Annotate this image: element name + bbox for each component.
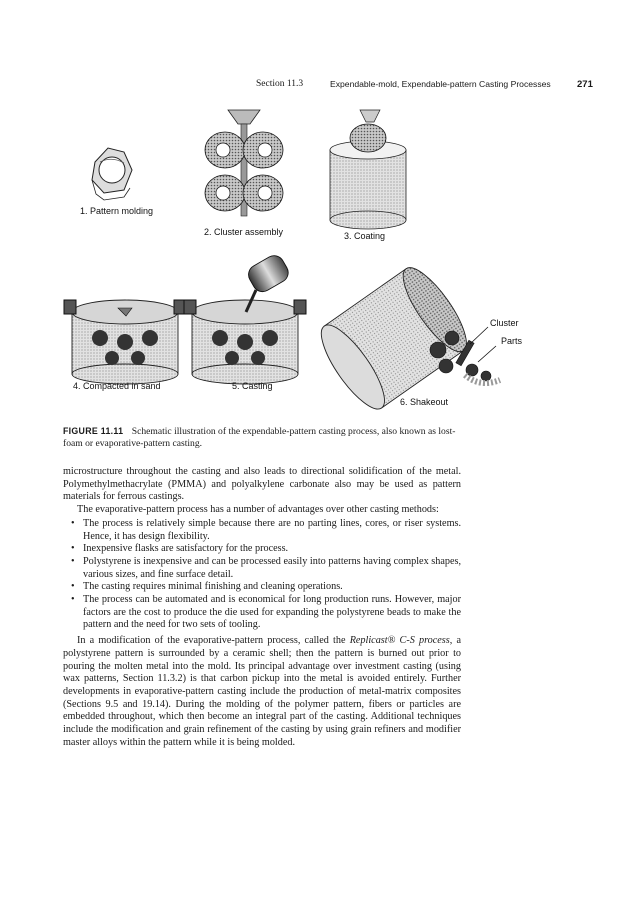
paragraph: microstructure throughout the casting and also leads to directional solidification of the metal. Polymethylmethacrylate (PMMA) and polyalkylene carbonate also may be used as pattern materials for ferrous castings. bbox=[63, 466, 461, 503]
figure-caption bbox=[63, 425, 463, 450]
advantages-list bbox=[63, 518, 461, 632]
label-shakeout: 6. Shakeout bbox=[400, 397, 449, 407]
coating-vat-drawing bbox=[330, 110, 406, 229]
cluster-assembly-drawing bbox=[205, 110, 283, 216]
process-illustration bbox=[60, 100, 560, 420]
process-figure bbox=[60, 100, 560, 420]
paragraph bbox=[63, 635, 461, 749]
figure-number: FIGURE 11.11 bbox=[63, 426, 124, 436]
label-pattern-molding: 1. Pattern molding bbox=[80, 206, 154, 216]
paragraph: The evaporative-pattern process has a number of advantages over other casting methods: bbox=[77, 504, 439, 516]
caption-text: Schematic illustration of the expendable-pattern casting process, also known as lost-foam or evaporative-pattern casting. bbox=[63, 426, 456, 450]
body-text bbox=[63, 466, 461, 749]
label-cluster-assembly: 2. Cluster assembly bbox=[204, 227, 284, 237]
page-number: 271 bbox=[577, 79, 593, 90]
pattern-mold-drawing bbox=[92, 148, 132, 200]
list-item: • The casting requires minimal finishing and cleaning operations. bbox=[63, 581, 461, 594]
label-parts: Parts bbox=[501, 336, 523, 346]
casting-drawing bbox=[184, 252, 306, 384]
sand-flask-drawing bbox=[64, 300, 186, 384]
running-header bbox=[0, 79, 636, 93]
paragraph-rest: , a polystyrene pattern is surrounded by a ceramic shell; then the pattern is burned out prior to pouring the molten metal into the mold. Its principal advantage over investment casting (using wax patterns, Section 11.3.2) is that carbon pickup into the metal is avoided entirely. Further developments in evaporative-pattern casting include the production of metal-matrix composites (Sections 9.5 and 19.14). During the molding of the polymer pattern, fibers or particles are embedded throughout, which then become an integral part of the casting. Additional techniques include the modification and grain refinement of the casting by using grain refiners and modifier master alloys within the pattern while it is being molded. bbox=[63, 635, 461, 748]
label-coating: 3. Coating bbox=[344, 231, 386, 241]
list-item: • The process is relatively simple because there are no parting lines, cores, or riser systems. Hence, it has design flexibility. bbox=[63, 518, 461, 543]
replicast-term: Replicast® C-S process bbox=[349, 635, 450, 647]
label-casting: 5. Casting bbox=[232, 381, 273, 391]
list-item: • The process can be automated and is economical for long production runs. However, major factors are the cost to produce the die used for expanding the polystyrene beads to make the pattern and the need for two sets of tooling. bbox=[63, 594, 461, 632]
label-cluster: Cluster bbox=[490, 318, 519, 328]
paragraph-start: In a modification of the evaporative-pattern process, called the bbox=[77, 635, 350, 647]
header-title: Expendable-mold, Expendable-pattern Casting Processes bbox=[330, 79, 551, 89]
shakeout-drawing bbox=[311, 260, 500, 418]
list-item: • Polystyrene is inexpensive and can be processed easily into patterns having complex shapes, various sizes, and fine surface detail. bbox=[63, 556, 461, 581]
header-section: Section 11.3 bbox=[256, 79, 304, 89]
list-item: • Inexpensive flasks are satisfactory for the process. bbox=[63, 543, 461, 556]
label-compacted-in-sand: 4. Compacted in sand bbox=[73, 381, 161, 391]
